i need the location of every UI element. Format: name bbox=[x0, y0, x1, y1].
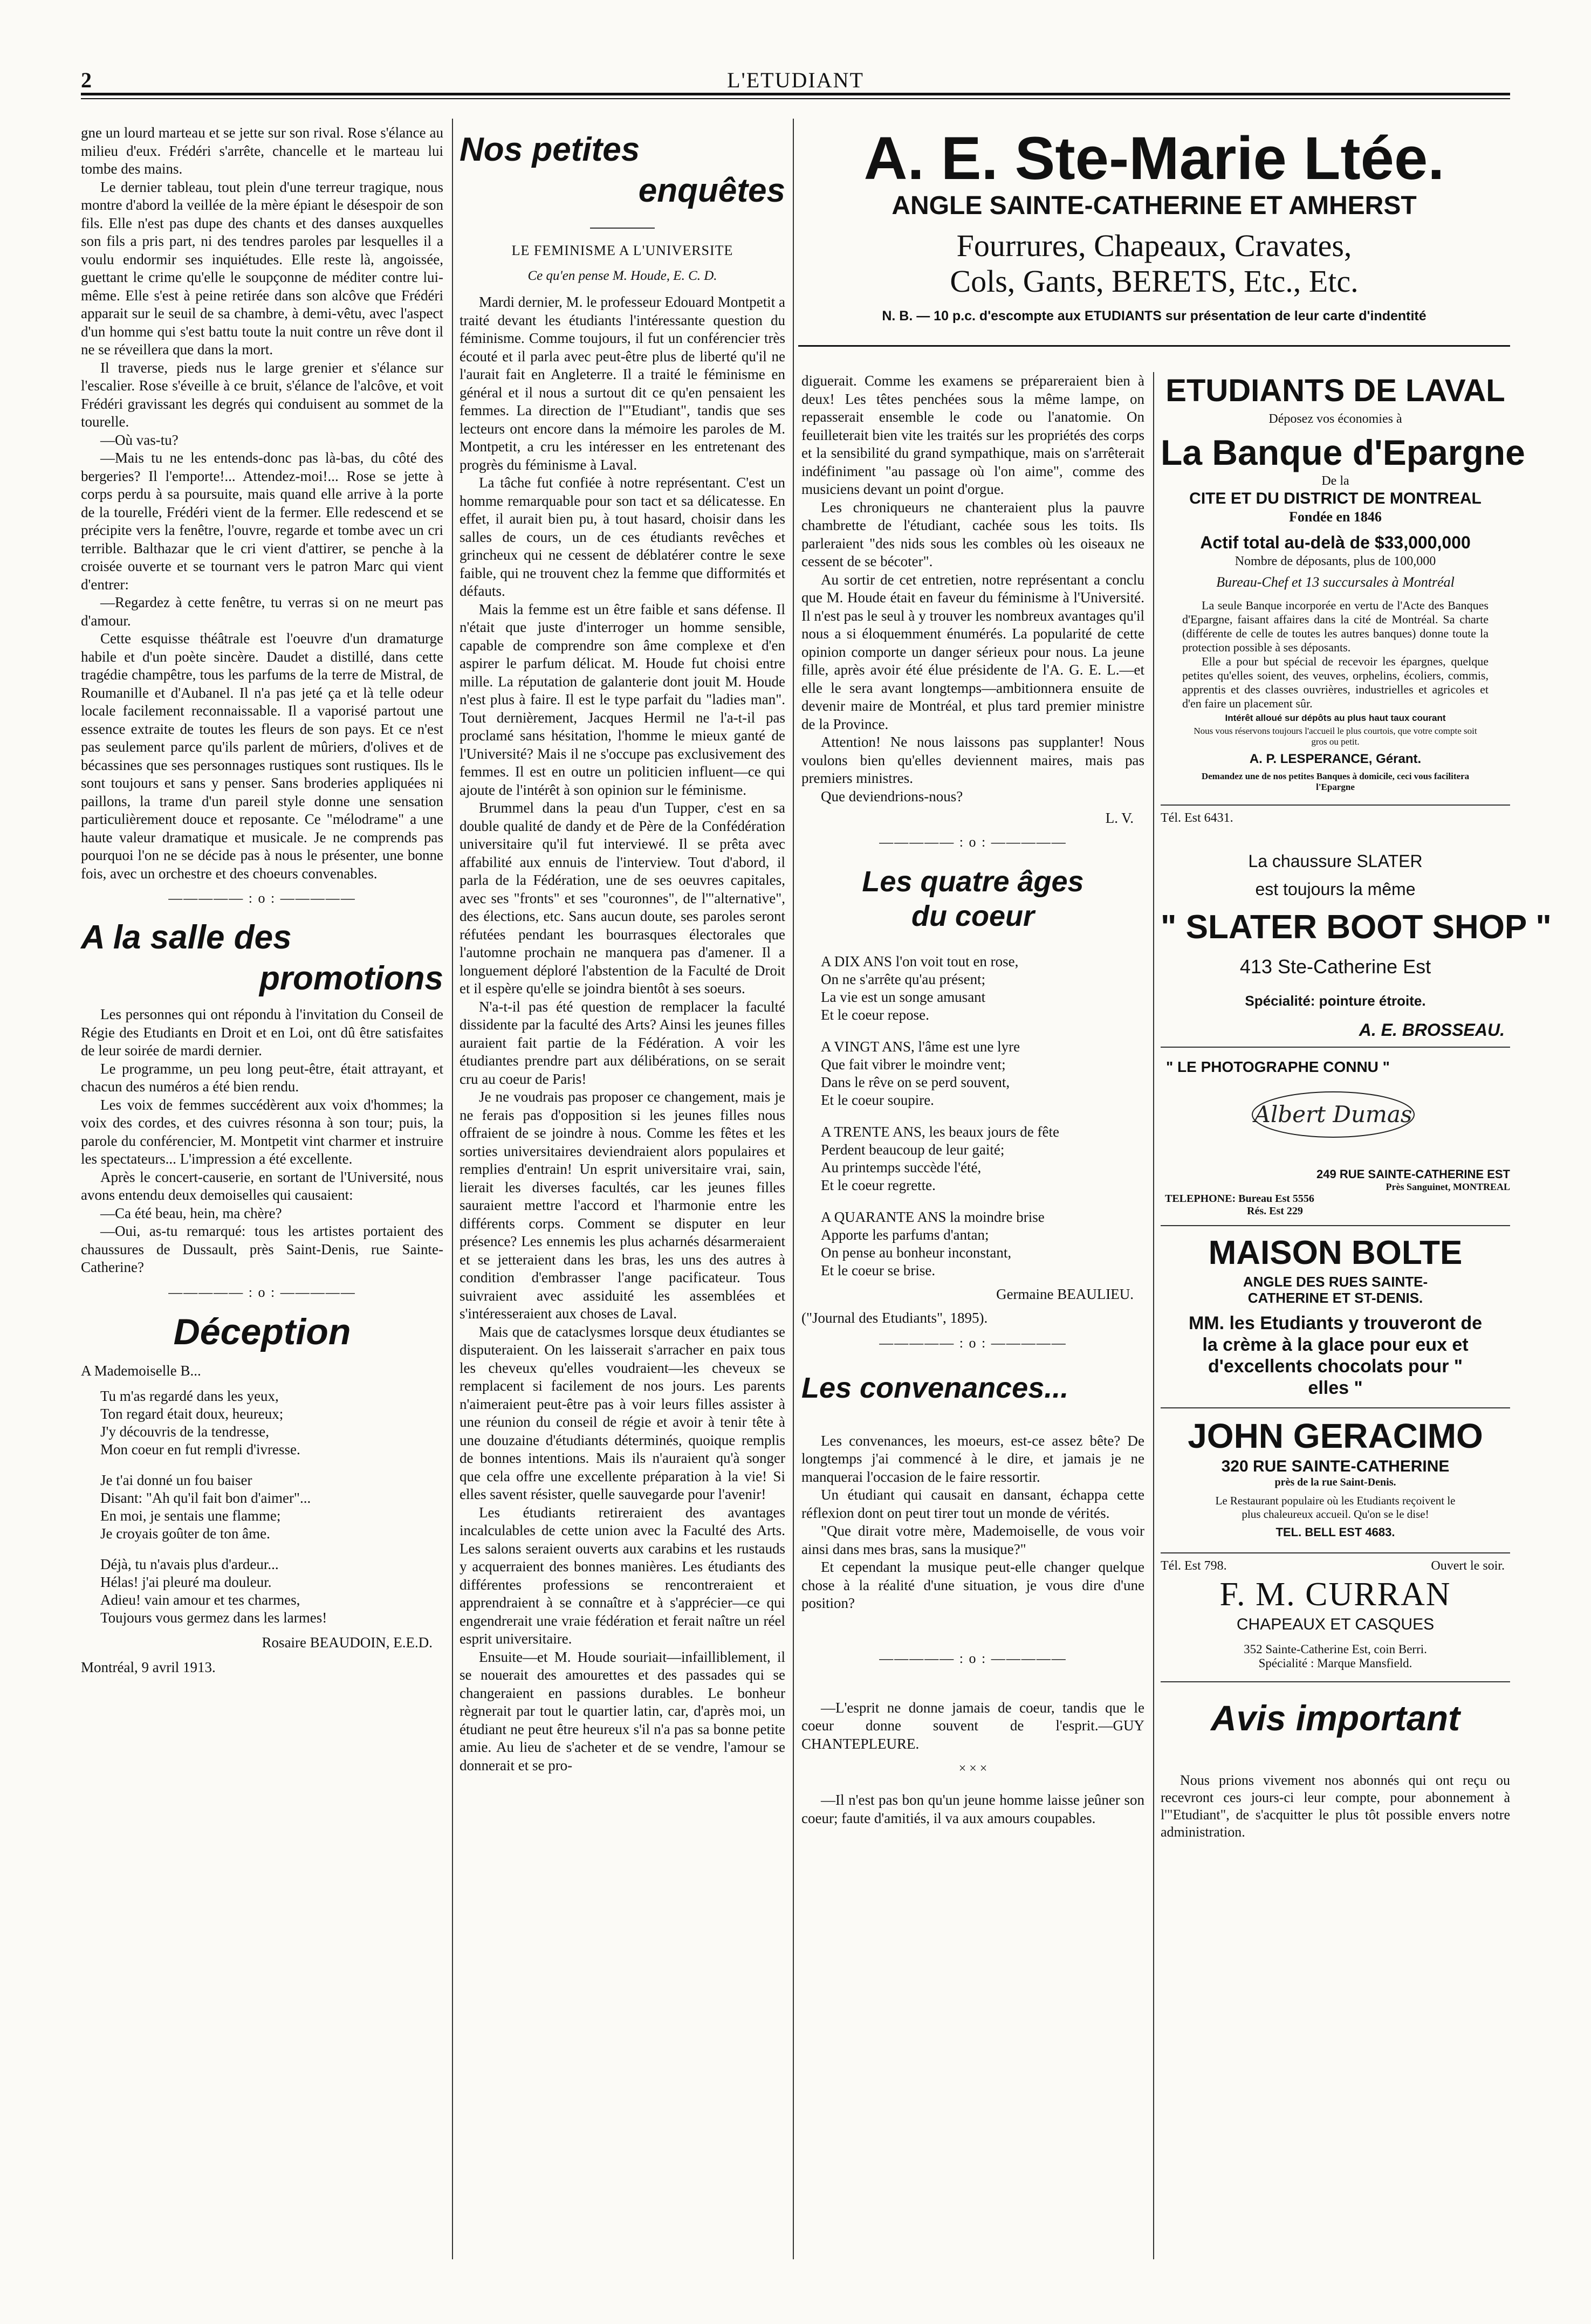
ad-phone: TEL. BELL EST 4683. bbox=[1275, 1525, 1395, 1539]
ad-line: De la bbox=[1321, 474, 1349, 488]
separator: ————— : o : ————— bbox=[879, 1650, 1067, 1666]
ad-line: près de la rue Saint-Denis. bbox=[1274, 1476, 1396, 1488]
poem-stanza: A VINGT ANS, l'âme est une lyre Que fait vibrer le moindre vent; Dans le rêve on se perd souvent, Et le coeur soupire. bbox=[821, 1039, 1020, 1108]
paragraph: —Oui, as-tu remarqué: tous les artistes portaient des chaussures de Dussault, près Saint-Denis, rue Sainte-Catherine? bbox=[81, 1223, 443, 1275]
masthead bbox=[81, 67, 1510, 92]
signature-flourish bbox=[1161, 1076, 1510, 1157]
paragraph: Le programme, un peu long peut-être, était attrayant, et chacun des numéros a été bien rendu. bbox=[81, 1060, 443, 1095]
headline-convenances: Les convenances... bbox=[801, 1371, 1069, 1404]
dedication: A Mademoiselle B... bbox=[81, 1362, 201, 1379]
advertisement-geracimo bbox=[1161, 1415, 1510, 1539]
paragraph: —Ca été beau, hein, ma chère? bbox=[100, 1205, 282, 1221]
ad-line: Actif total au-delà de $33,000,000 bbox=[1200, 533, 1471, 552]
headline-salle-des-promotions bbox=[81, 917, 443, 999]
ad-bank-name: La Banque d'Epargne bbox=[1161, 432, 1525, 472]
author-signature: Germaine BEAULIEU. bbox=[996, 1286, 1134, 1302]
ad-hours: Ouvert le soir. bbox=[1431, 1559, 1505, 1573]
advertisement-maison-bolte bbox=[1161, 1233, 1510, 1399]
paragraph: Je ne voudrais pas proposer ce changement, mais je ne ferais pas d'opposition si les jeunes filles nous offraient de se joindre à nous. Comme les fêtes et les sorties universitaires deviendraient alors populaires et remplies d'entrain! Un esprit universitaire vrai, sain, lierait les diverses facultés, car les jeunes filles sauraient mettre l'accord et l'harmonie entre les différents corps. Comment se disputer en leur présence? Les ennemis les plus acharnés désarmeraient et se jetteraient dans les bras, les uns des autres à condition d'embrasser l'ange pacificateur. Tous suivraient avec assiduité les assemblées et s'intéresseraient aux choses de Laval. bbox=[460, 1089, 785, 1322]
masthead-rule-thin bbox=[81, 98, 1510, 99]
ad-headline: " LE PHOTOGRAPHE CONNU " bbox=[1166, 1058, 1390, 1075]
ad-body: Elle a pour but spécial de recevoir les épargnes, quelque petites qu'elles soient, des veuves, orphelins, écoliers, commis, apprentis et des classes ouvrières, industrielles et agricoles et d'en faire un placement sûr. bbox=[1182, 655, 1489, 710]
paragraph: La tâche fut confiée à notre représentant. C'est un homme remarquable pour son tact et sa délicatesse. En effet, il aurait bien pu, à tout hasard, choisir dans les salles de cours, un de ces étudiants revêches et grincheux qui ne cessent de déblatérer contre le sexe faible, qui ne trouvent chez la femme que difformités et défauts. bbox=[460, 475, 785, 599]
poem-stanza: A DIX ANS l'on voit tout en rose, On ne s'arrête qu'au présent; La vie est un songe amusant Et le coeur repose. bbox=[821, 953, 1019, 1023]
ad-rule bbox=[1161, 1225, 1510, 1226]
masthead-rule-thick bbox=[81, 93, 1510, 95]
ad-address: ANGLE DES RUES SAINTE-CATHERINE ET ST-DENIS. bbox=[1243, 1274, 1428, 1306]
ad-rule bbox=[1161, 1681, 1510, 1682]
ad-tel-number: Bureau Est 5556 bbox=[1238, 1193, 1314, 1205]
advertisement-slater bbox=[1161, 811, 1552, 1040]
ad-rule bbox=[1161, 1407, 1510, 1408]
paragraph: diguerait. Comme les examens se prépareraient bien à deux! Les têtes penchées sous la même lampe, on repasserait ensemble le code ou l'anatomie. On feuilleterait bien vite les traités sur les propriétés des corps et la sensibilité du grand sympathique, mais on s'arrêterait indéfiniment "au passage où l'on aime", comme des musiciens devant un point d'orgue. bbox=[801, 373, 1144, 497]
ad-rule bbox=[1161, 1552, 1510, 1553]
source-citation: ("Journal des Etudiants", 1895). bbox=[801, 1310, 988, 1326]
headline-quatre-ages bbox=[801, 864, 1144, 933]
paragraph: Après le concert-causerie, en sortant de l'Université, nous avons entendu deux demoiselles qui causaient: bbox=[81, 1168, 443, 1203]
ad-line: est toujours la même bbox=[1255, 879, 1416, 899]
ad-body: MM. les Etudiants y trouveront de la crème à la glace pour eux et d'excellents chocolats pour " elles " bbox=[1188, 1313, 1483, 1398]
separator: ————— : o : ————— bbox=[879, 834, 1067, 850]
advertisement-ste-marie bbox=[798, 127, 1510, 325]
dateline: Montréal, 9 avril 1913. bbox=[81, 1659, 216, 1675]
ad-telephone bbox=[1165, 1193, 1510, 1205]
ad-products-line: Cols, Gants, BERETS, Etc., Etc. bbox=[950, 264, 1359, 299]
ad-bottom-rule bbox=[798, 345, 1510, 347]
paragraph: Il traverse, pieds nus le large grenier et s'élance sur l'escalier. Rose s'éveille à ce bruit, s'élance de l'alcôve, et voit Frédéri gravissant les degrés qui conduisent au sommet de la tourelle. bbox=[81, 359, 443, 430]
paragraph: Mardi dernier, M. le professeur Edouard Montpetit a traité devant les étudiants l'intéressante question du féminisme. Comme toujours, il fut un conférencier très écouté et il parla avec peut-être plus de liberté qu'il ne l'aurait fait en Angleterre. Il a traité le féminisme en général et il nous a surtout dit ce qu'en pensaient les femmes. La direction de l'"Etudiant", tandis que ses lecteurs ont encore dans la mémoire les paroles de M. Montpetit, a cru les intéresser en les entretenant des progrès du féminisme à Laval. bbox=[460, 294, 786, 473]
headline-nos-petites-enquetes bbox=[460, 129, 785, 211]
ad-line: CITE ET DU DISTRICT DE MONTREAL bbox=[1189, 490, 1482, 507]
headline-avis-important: Avis important bbox=[1210, 1698, 1460, 1738]
article-convenances bbox=[801, 1432, 1144, 1613]
ad-address: 320 RUE SAINTE-CATHERINE bbox=[1221, 1457, 1450, 1475]
newspaper-title: L'ETUDIANT bbox=[727, 68, 864, 92]
paragraph: Un étudiant qui causait en dansant, échappa cette réflexion dont on peut tirer tout un monde de vérités. bbox=[801, 1487, 1144, 1521]
separator: ————— : o : ————— bbox=[168, 1284, 356, 1300]
ad-tel-number: Rés. Est 229 bbox=[1247, 1205, 1303, 1217]
ad-line: Spécialité : Marque Mansfield. bbox=[1258, 1656, 1412, 1670]
headline-line: promotions bbox=[259, 960, 443, 997]
ad-address: ANGLE SAINTE-CATHERINE ET AMHERST bbox=[891, 191, 1417, 220]
separator: ————— : o : ————— bbox=[168, 890, 356, 906]
paragraph: Nous prions vivement nos abonnés qui ont reçu ou recevront ces jours-ci leur compte, pour abonnement à l'"Etudiant", de s'acquitter le plus tôt possible envers notre administration. bbox=[1161, 1772, 1510, 1840]
paragraph: Attention! Ne nous laissons pas supplanter! Nous voulons bien qu'elles deviennent maires, mais pas premiers ministres. bbox=[801, 734, 1144, 786]
ad-shop-name: " SLATER BOOT SHOP " bbox=[1161, 909, 1552, 946]
column-rule-1 bbox=[452, 119, 453, 2259]
poem-stanza: Tu m'as regardé dans les yeux, Ton regard était doux, heureux; J'y découvris de la tendresse, Mon coeur en fut rempli d'ivresse. bbox=[100, 1388, 300, 1457]
paragraph: Le dernier tableau, tout plein d'une terreur tragique, nous montre d'abord la veillée de la mère épiant le désespoir de son fils. Elle n'est pas dupe des chants et des danses auxquelles son fils a pris part, ni des tendres paroles par lesquelles il a voulu endormir ses inquiétudes. Elle reste là, angoissée, guettant le crime qu'elle le soupçonne de méditer contre lui-même. Elle s'est à peine retirée dans son alcôve que Frédéri apparait sur le seuil de sa chambre, à demi-vêtu, avec l'aspect d'un homme qui s'est battu toute la nuit contre un rêve dont il ne se réveillera que dans la mort. bbox=[81, 178, 443, 357]
headline-line: du coeur bbox=[911, 900, 1035, 932]
subheading: LE FEMINISME A L'UNIVERSITE bbox=[511, 243, 733, 258]
headline-line: Nos petites bbox=[460, 131, 640, 168]
paragraph: —Mais tu ne les entends-donc pas là-bas, du côté des bergeries? Il l'emporte!... Attendez-moi!... Rose se jette à corps perdu à sa poursuite, mais quand elle arrive à la porte de la tourelle, Frédéri vient de la fermer. Elle redescend et se précipite vers la fenêtre, l'ouvre, regarde et tombe avec un cri terrible. Balthazar que le cri vient d'attirer, se penche à la croisée ouverte et se tournant vers le patron Marc qui vient d'entrer: bbox=[81, 450, 443, 593]
ad-company-name: A. E. Ste-Marie Ltée. bbox=[863, 125, 1445, 192]
paragraph: Au sortir de cet entretien, notre représentant a conclu que M. Houde était en faveur du féminisme à l'Université. Il n'est pas le seul à y trouver les nombreux avantages qu'il nous a si éloquemment énumérés. La popularité de cette opinion comporte un danger sérieux pour nous. La jeune fille, après avoir été élue présidente de l'A. G. E. L.—et elle le sera avant longtemps—ambitionnera ensuite de devenir maire de Montréal, et plus tard premier ministre de la Province. bbox=[801, 571, 1144, 732]
article-salle-des-promotions bbox=[81, 1006, 443, 1277]
paragraph: —Regardez à cette fenêtre, tu verras si on ne meurt pas d'amour. bbox=[81, 594, 443, 629]
ad-line: Bureau-Chef et 13 succursales à Montréal bbox=[1216, 574, 1455, 590]
ad-fineprint: Intérêt alloué sur dépôts au plus haut taux courant bbox=[1225, 713, 1446, 723]
poem-stanza: Déjà, tu n'avais plus d'ardeur... Hélas! j'ai pleuré ma douleur. Adieu! vain amour et tes charmes, Toujours vous germez dans les larmes! bbox=[100, 1556, 327, 1626]
column-3 bbox=[801, 372, 1144, 2259]
ad-line: Spécialité: pointure étroite. bbox=[1245, 993, 1426, 1009]
paragraph: Cette esquisse théâtrale est l'oeuvre d'un dramaturge habile et d'un poète sincère. Daudet a distillé, dans cette tragédie champêtre, tous les parfums de la terre de Mistral, de Roumanille et d'Aubanel. Il n'a pas jeté ça et là telle odeur locale facilement reconnaissable. Il a vaporisé partout une essence extraite de toutes les fleurs de son pays. Et ce n'est pas seulement parce qu'ils parlent de mûriers, d'olives et de bécassines que ses personnages rustiques sont rustiques. Ils le sont toujours et sans y penser. Sans broderies appliquées ni paillons, la trame d'un pareil style donne une sensation particulièrement douce et reposante. Ce "mélodrame" a une haute valeur dramatique et musicale. Je ne comprends pas pourquoi l'on ne se décide pas à nous le présenter, une bonne fois, avec un orchestre et des choeurs convenables. bbox=[81, 630, 443, 882]
ad-line: Nombre de déposants, plus de 100,000 bbox=[1235, 554, 1436, 568]
ad-phone: Tél. Est 6431. bbox=[1161, 811, 1233, 825]
photographer-signature bbox=[1161, 1076, 1510, 1157]
ad-line: Déposez vos économies à bbox=[1268, 412, 1402, 426]
subheading-byline: Ce qu'en pense M. Houde, E. C. D. bbox=[527, 269, 717, 283]
poem-stanza: Je t'ai donné un fou baiser Disant: "Ah qu'il fait bon d'aimer"... En moi, je sentais une flamme; Je croyais goûter de ton âme. bbox=[100, 1472, 311, 1542]
author-initials: L. V. bbox=[1105, 810, 1134, 826]
ad-line: La chaussure SLATER bbox=[1248, 851, 1423, 871]
paragraph: Ensuite—et M. Houde souriait—infailliblement, il se nouerait des amourettes et des passades qui se changeraient en passions durables. Le bonheur règnerait par tout le quartier latin, car, d'après moi, un étudiant ne peut être heureux s'il n'a pas sa bonne petite amie. Au lieu de s'acheter et de se vendre, l'amour se donnerait et se pro- bbox=[460, 1648, 785, 1773]
paragraph: Et cependant la musique peut-elle changer quelque chose à la réalité d'une situation, je vous dire d'une position? bbox=[801, 1559, 1144, 1611]
ad-owner: A. E. BROSSEAU. bbox=[1359, 1020, 1505, 1040]
column-rule-2 bbox=[793, 119, 794, 2259]
paragraph: "Que dirait votre mère, Mademoiselle, de vous voir ainsi dans mes bras, sans la musique?" bbox=[801, 1523, 1144, 1557]
ad-shop-name: JOHN GERACIMO bbox=[1188, 1417, 1483, 1455]
paragraph: Les convenances, les moeurs, est-ce assez bête? De longtemps j'ai commencé à le dire, et jamais je ne manquerai l'occasion de le faire ressortir. bbox=[801, 1432, 1144, 1485]
ad-line: CHAPEAUX ET CASQUES bbox=[1236, 1615, 1435, 1633]
quote-paragraph: —Il n'est pas bon qu'un jeune homme laisse jeûner son coeur; faute d'amitiés, il va aux amours coupables. bbox=[801, 1792, 1144, 1826]
paragraph: Que deviendrions-nous? bbox=[821, 788, 963, 805]
poem-stanza: A TRENTE ANS, les beaux jours de fête Perdent beaucoup de leur gaité; Au printemps succède l'été, Et le coeur regrette. bbox=[821, 1124, 1059, 1193]
advertisement-banque-epargne bbox=[1161, 372, 1525, 793]
ad-rule bbox=[1161, 1047, 1510, 1048]
avis-important bbox=[1161, 1696, 1510, 1841]
ad-headline: ETUDIANTS DE LAVAL bbox=[1165, 373, 1505, 408]
ad-line: Près Sanguinet, MONTREAL bbox=[1386, 1181, 1510, 1192]
headline-line: enquêtes bbox=[638, 172, 785, 209]
column-1 bbox=[81, 124, 443, 2259]
ad-rule bbox=[1161, 805, 1510, 806]
article-feminisme-continued bbox=[801, 372, 1144, 806]
poem-stanza: A QUARANTE ANS la moindre brise Apporte les parfums d'antan; On pense au bonheur inconstant, Et le coeur se brise. bbox=[821, 1209, 1045, 1278]
paragraph: gne un lourd marteau et se jette sur son rival. Rose s'élance au milieu d'eux. Frédéri s'arrête, chancelle et le marteau lui tombe des mains. bbox=[81, 125, 443, 177]
column-4-ads bbox=[1161, 372, 1552, 2259]
paragraph: Mais que de cataclysmes lorsque deux étudiantes se disputeraient. On les laisserait s'arracher en paix tous les cheveux qu'elles voudraient—les cheveux se remplacent si facilement de nos jours. Les parents n'aimeraient peut-être pas à voir leurs filles assister à une réunion du conseil de régie et avoir à tenir tête à une douzaine d'étudiants déterminés, quoique remplis de bonnes intentions. Mais ils n'auraient qu'à songer que cela offre une excellente préparation à la vie! Si elles savent résister, quelle sauvegarde pour l'avenir! bbox=[460, 1323, 785, 1502]
paragraph: Les chroniqueurs ne chanteraient plus la pauvre chambrette de l'étudiant, cachée sous les toits. Ils parleraient "des nids sous les combles où les oiseaux ne cessent de se bécoter". bbox=[801, 499, 1144, 569]
paragraph: N'a-t-il pas été question de remplacer la faculté dissidente par la faculté des Arts? Ainsi les jeunes filles auraient fait partie de la Fédération. A voir les étudiantes prendre part aux délibérations, on se serait cru au coeur de Paris! bbox=[460, 998, 785, 1087]
ad-header-row bbox=[1161, 1559, 1505, 1573]
advertisement-curran bbox=[1161, 1559, 1510, 1670]
signature-text: Albert Dumas bbox=[1254, 1101, 1412, 1127]
ad-address: 413 Ste-Catherine Est bbox=[1239, 955, 1431, 978]
column-rule-3 bbox=[1153, 372, 1154, 2259]
quote-paragraph: —L'esprit ne donne jamais de coeur, tandis que le coeur donne souvent de l'esprit.—GUY CHANTEPLEURE. bbox=[801, 1699, 1144, 1752]
ad-fineprint: Demandez une de nos petites Banques à domicile, ceci vous facilitera l'Epargne bbox=[1201, 771, 1470, 792]
author-signature: Rosaire BEAUDOIN, E.E.D. bbox=[262, 1634, 433, 1651]
paragraph: Les voix de femmes succédèrent aux voix d'hommes; la voix des cordes, et des cuivres résonna à son tour; puis, la parole du conférencier, M. Montpetit vint charmer et instruire les spectateurs... L'impression a été excellente. bbox=[81, 1096, 443, 1167]
ad-manager: A. P. LESPERANCE, Gérant. bbox=[1249, 752, 1422, 766]
ad-line: Fondée en 1846 bbox=[1289, 509, 1382, 525]
ad-discount-note: N. B. — 10 p.c. d'escompte aux ETUDIANTS sur présentation de leur carte d'indentité bbox=[882, 308, 1427, 324]
ad-products-line: Fourrures, Chapeaux, Cravates, bbox=[956, 228, 1352, 263]
stars-separator: × × × bbox=[958, 1762, 987, 1776]
ad-body: La seule Banque incorporée en vertu de l'Acte des Banques d'Epargne, faisant affaires dans la cité de Montréal. Sa charte (différente de celle de toutes les autres banques) donne toute la protection possible à ses déposants. bbox=[1182, 599, 1489, 654]
page-number: 2 bbox=[81, 68, 92, 92]
headline-line: A la salle des bbox=[81, 919, 292, 956]
headline-line: Les quatre âges bbox=[862, 865, 1084, 898]
ad-phone: Tél. Est 798. bbox=[1161, 1559, 1227, 1573]
paragraph: —Où vas-tu? bbox=[100, 431, 179, 448]
headline-deception: Déception bbox=[173, 1311, 351, 1352]
paragraph: Mais la femme est un être faible et sans défense. Il n'était que juste d'interroger un homme sensible, capable de comprendre son âme complexe et d'en aspirer le parfum délicat. M. Houde fut choisi entre mille. La réputation de galanterie dont jouit M. Houde n'est plus à faire. Il est le type parfait du "ladies man". Tout dernièrement, Jacques Hermil ne l'a-t-il pas proclamé sans hésitation, l'homme le mieux ganté de l'Université? Mais il ne s'occupe pas exclusivement des femmes. Il est en outre un politicien influent—ce qui ajoute de l'intérêt à son opinion sur le féminisme. bbox=[460, 601, 785, 798]
ad-address: 352 Sainte-Catherine Est, coin Berri. bbox=[1244, 1642, 1427, 1656]
ad-fineprint: Nous vous réservons toujours l'accueil le plus courtois, que votre compte soit gros ou petit. bbox=[1194, 726, 1477, 747]
short-rule bbox=[590, 228, 655, 229]
paragraph: Brummel dans la peau d'un Tupper, c'est en sa double qualité de dandy et de Père de la Confédération universitaire qu'il fut interviewé. Il se prêta avec affabilité aux ennuis de l'interview. Tout d'abord, il parla de la Fédération, une de ses oeuvres capitales, avec ses "fronts" et ses "couronnes", de l'"alternative", des élections, etc. Sans aucun doute, ses paroles seront réfutées pendant les bourrasques électorales que l'automne prochain ne manquera pas d'amener. Il a longuement déploré l'abstention de la Faculté de Droit et il espère qu'elle se joindra bientôt à ses soeurs. bbox=[460, 800, 785, 996]
separator: ————— : o : ————— bbox=[879, 1335, 1067, 1351]
paragraph: Les étudiants retireraient des avantages incalculables de cette union avec la Faculté des Arts. Les salons seraient ouverts aux carabins et les rustauds y acquerraient des bonnes manières. Les étudiants des différentes professions se rencontreraient et apprendraient à se connaître et à s'apprécier—ce qui engendrerait une vraie fédération et ferait naître un réel esprit universitaire. bbox=[460, 1504, 785, 1647]
column-2 bbox=[460, 124, 785, 2259]
advertisement-photographe bbox=[1161, 1058, 1510, 1218]
article-feminisme bbox=[460, 293, 785, 1775]
ad-tel-label: TELEPHONE: bbox=[1165, 1193, 1236, 1205]
ad-address: 249 RUE SAINTE-CATHERINE EST bbox=[1316, 1167, 1510, 1181]
paragraph: Les personnes qui ont répondu à l'invitation du Conseil de Régie des Etudiants en Droit et en Loi, ont dû être satisfaites de leur soirée de mardi dernier. bbox=[81, 1006, 443, 1058]
ad-shop-name: F. M. CURRAN bbox=[1219, 1576, 1451, 1613]
ad-shop-name: MAISON BOLTE bbox=[1208, 1234, 1463, 1271]
theatre-review bbox=[81, 124, 443, 883]
ad-body: Le Restaurant populaire où les Etudiants reçoivent le plus chaleureux accueil. Qu'on se le dise! bbox=[1215, 1494, 1456, 1521]
